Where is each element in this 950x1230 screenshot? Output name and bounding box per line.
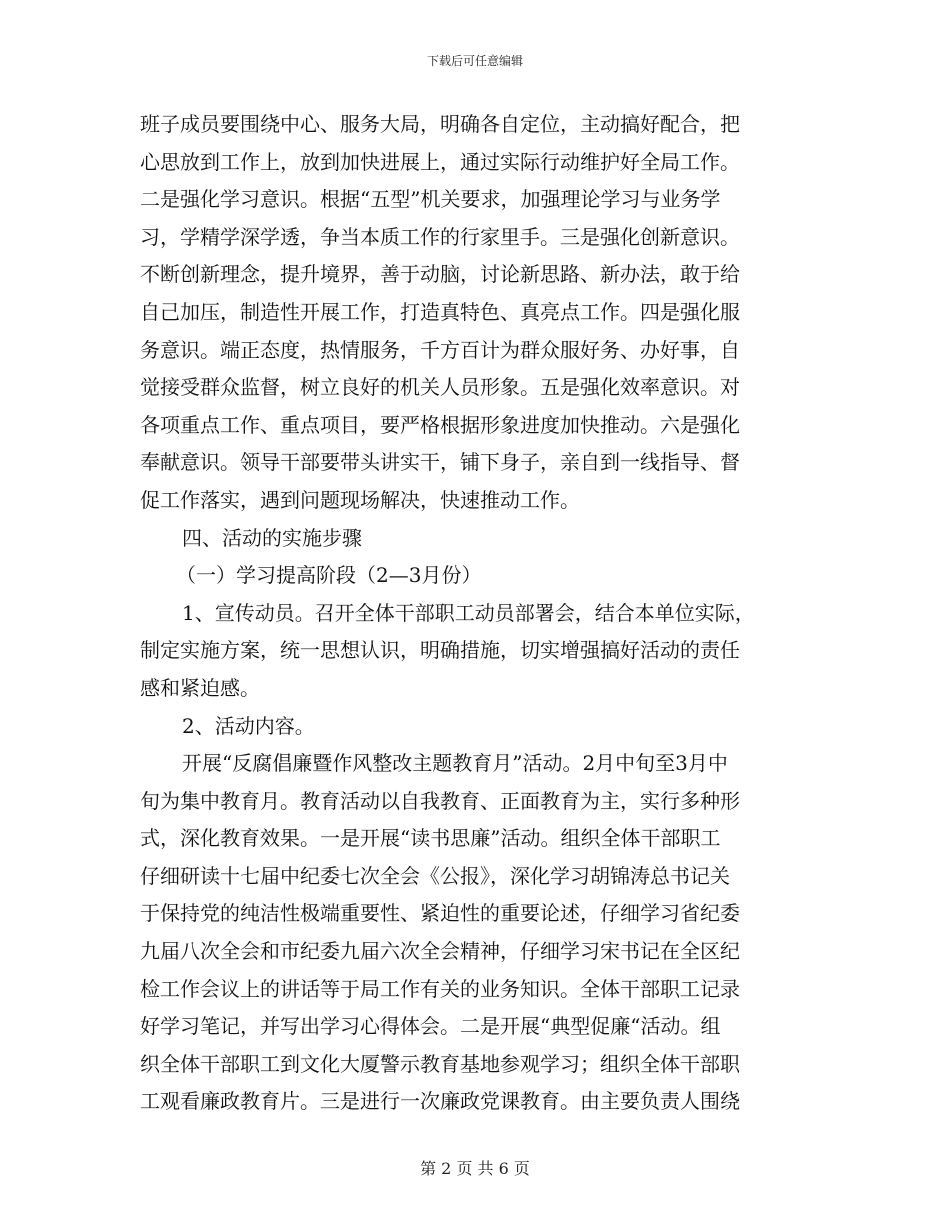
text-line: 好学习笔记，并写出学习心得体会。二是开展“典型促廉“活动。组 (140, 1014, 721, 1039)
text-line: 二是强化学习意识。根据“五型”机关要求，加强理论学习与业务学 (140, 187, 721, 212)
text-line: 1、宣传动员。召开全体干部职工动员部署会，结合本单位实际， (182, 600, 755, 625)
text-line: 感和紧迫感。 (140, 675, 260, 700)
text-line: 仔细研读十七届中纪委七次全会《公报》，深化学习胡锦涛总书记关 (140, 863, 730, 888)
section-heading: 四、活动的实施步骤 (182, 525, 362, 550)
text-line: 九届八次全会和市纪委九届六次全会精神，仔细学习宋书记在全区纪 (140, 939, 740, 964)
page-number: 第 2 页 共 6 页 (420, 1159, 530, 1178)
text-line: 自己加压，制造性开展工作，打造真特色、真亮点工作。四是强化服 (140, 299, 740, 324)
text-line: 觉接受群众监督，树立良好的机关人员形象。五是强化效率意识。对 (140, 375, 740, 400)
document-body (140, 106, 810, 1121)
text-line: 检工作会议上的讲话等于局工作有关的业务知识。全体干部职工记录 (140, 976, 740, 1001)
text-line: 各项重点工作、重点项目，要严格根据形象进度加快推动。六是强化 (140, 412, 740, 437)
text-line: 旬为集中教育月。教育活动以自我教育、正面教育为主，实行多种形 (140, 788, 740, 813)
page-header: 下载后可任意编辑 (426, 54, 523, 68)
text-line: 开展“反腐倡廉暨作风整改主题教育月”活动。2月中旬至3月中 (182, 751, 728, 776)
text-line: 奉献意识。领导干部要带头讲实干，铺下身子，亲自到一线指导、督 (140, 450, 740, 475)
text-line: 促工作落实，遇到问题现场解决，快速推动工作。 (140, 487, 580, 512)
subsection-heading: （一）学习提高阶段（2—3月份） (176, 563, 482, 588)
text-line: 2、活动内容。 (182, 713, 315, 738)
text-line: 制定实施方案，统一思想认识，明确措施，切实增强搞好活动的责任 (140, 638, 740, 663)
text-line: 织全体干部职工到文化大厦警示教育基地参观学习；组织全体干部职 (140, 1051, 740, 1076)
text-line: 心思放到工作上，放到加快进展上，通过实际行动维护好全局工作。 (140, 149, 740, 174)
text-line: 不断创新理念，提升境界，善于动脑，讨论新思路、新办法，敢于给 (140, 262, 740, 287)
text-line: 式，深化教育效果。一是开展“读书思廉”活动。组织全体干部职工 (140, 826, 721, 851)
text-line: 班子成员要围绕中心、服务大局，明确各自定位，主动搞好配合，把 (140, 112, 740, 136)
text-line: 习，学精学深学透，争当本质工作的行家里手。三是强化创新意识。 (140, 224, 740, 249)
text-line: 工观看廉政教育片。三是进行一次廉政党课教育。由主要负责人围绕 (140, 1089, 740, 1114)
text-line: 于保持党的纯洁性极端重要性、紧迫性的重要论述，仔细学习省纪委 (140, 901, 740, 926)
text-line: 务意识。端正态度，热情服务，千方百计为群众服好务、办好事，自 (140, 337, 740, 362)
